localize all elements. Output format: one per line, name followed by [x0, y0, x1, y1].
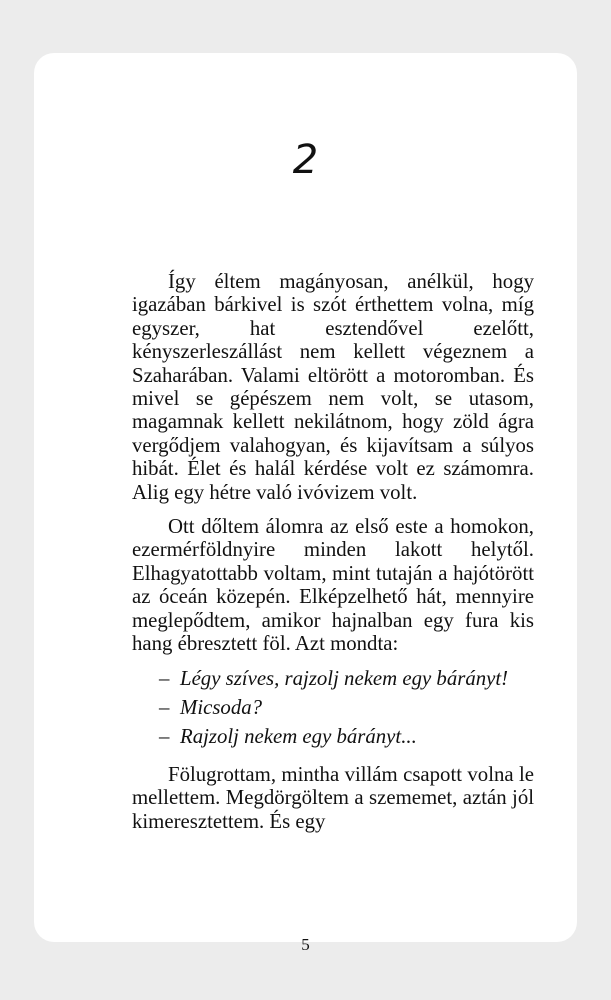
- dialogue-dash: –: [159, 666, 170, 690]
- book-page: [34, 53, 577, 954]
- dialogue-line: [132, 696, 534, 719]
- dialogue-dash: –: [159, 695, 170, 719]
- dialogue-text: Micsoda?: [180, 695, 263, 719]
- paragraph: Ott dőltem álomra az első este a homokon, ezermérföldnyire minden lakott helytől. Elhagyatottabb voltam, mint tutaján a hajótörött az óceán közepén. Elképzelhető hát, mennyire meglepődtem, amikor hajnalban egy fura kis hang ébresztett föl. Azt mondta:: [132, 515, 534, 656]
- dialogue-dash: –: [159, 725, 170, 749]
- paragraph: Fölugrottam, mintha villám csapott volna le mellettem. Megdörgöltem a szememet, aztán jól kimeresztettem. És egy: [132, 762, 534, 833]
- dialogue-text: Légy szíves, rajzolj nekem egy bárányt!: [180, 666, 509, 690]
- page-number: 5: [301, 935, 310, 954]
- dialogue-text: Rajzolj nekem egy bárányt...: [180, 725, 417, 749]
- dialogue-line: [132, 725, 534, 748]
- paragraph: Így éltem magányosan, anélkül, hogy igazában bárkivel is szót érthettem volna, míg egyszer, hat esztendővel ezelőtt, kényszerleszállást nem kellett végeznem a Szaharában. Valami eltörött a motoromban. És mivel se gépészem nem volt, se utasom, magamnak kellett nekilátnom, hogy zöld ágra vergődjem valahogyan, és kijavítsam a súlyos hibát. Élet és halál kérdése volt ez számomra. Alig egy hétre való ivóvizem volt.: [132, 270, 534, 504]
- chapter-number: 2: [292, 137, 319, 183]
- dialogue-line: [132, 667, 534, 690]
- body-text: [132, 270, 534, 844]
